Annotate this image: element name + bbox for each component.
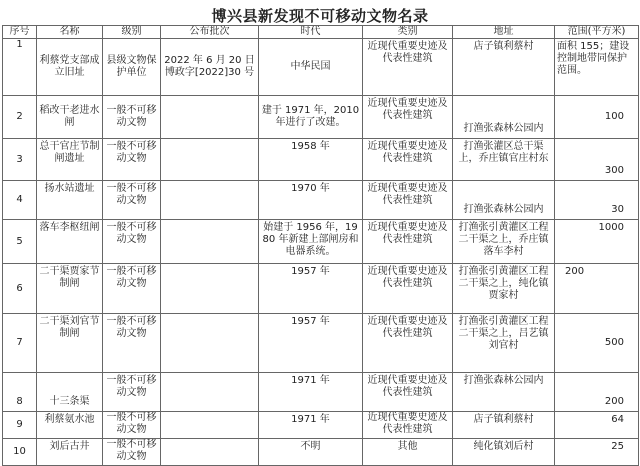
cell-batch [161, 220, 259, 264]
cell-level: 一般不可移动文物 [103, 314, 161, 373]
cell-no: 9 [3, 412, 37, 439]
cell-address: 打渔张森林公园内 [453, 96, 555, 139]
cell-level: 一般不可移动文物 [103, 412, 161, 439]
cell-area: 25 [555, 439, 639, 466]
cell-category: 近现代重要史迹及代表性建筑 [363, 139, 453, 181]
cell-level: 一般不可移动文物 [103, 439, 161, 466]
table-row [3, 412, 639, 439]
cell-batch [161, 373, 259, 412]
cell-address: 纯化镇刘后村 [453, 439, 555, 466]
cell-no: 6 [3, 264, 37, 314]
relics-table [2, 25, 639, 466]
cell-level: 一般不可移动文物 [103, 373, 161, 412]
cell-no: 2 [3, 96, 37, 139]
cell-level: 县级文物保护单位 [103, 39, 161, 96]
cell-batch [161, 139, 259, 181]
cell-area: 面积 155；建设控制地带同保护范围。 [555, 39, 639, 96]
cell-era: 1957 年 [259, 314, 363, 373]
cell-era: 1958 年 [259, 139, 363, 181]
cell-era: 1970 年 [259, 181, 363, 220]
cell-address: 打渔张森林公园内 [453, 373, 555, 412]
table-row [3, 39, 639, 96]
cell-address: 店子镇利蔡村 [453, 412, 555, 439]
cell-address: 打渔张引黄灌区工程二干渠之上，乔庄镇落车李村 [453, 220, 555, 264]
cell-name: 稻改干老进水闸 [37, 96, 103, 139]
cell-area: 300 [555, 139, 639, 181]
table-row [3, 439, 639, 466]
cell-no: 5 [3, 220, 37, 264]
cell-area: 1000 [555, 220, 639, 264]
header-category: 类别 [363, 26, 453, 39]
header-address: 地址 [453, 26, 555, 39]
cell-batch [161, 439, 259, 466]
cell-no: 7 [3, 314, 37, 373]
cell-batch [161, 181, 259, 220]
cell-level: 一般不可移动文物 [103, 139, 161, 181]
header-area: 范围(平方米) [555, 26, 639, 39]
cell-address: 店子镇利蔡村 [453, 39, 555, 96]
cell-category: 近现代重要史迹及代表性建筑 [363, 373, 453, 412]
cell-era: 不明 [259, 439, 363, 466]
page-title: 博兴县新发现不可移动文物名录 [211, 7, 429, 25]
cell-batch: 2022 年 6 月 20 日博政字[2022]30 号 [161, 39, 259, 96]
cell-level: 一般不可移动文物 [103, 181, 161, 220]
cell-area: 100 [555, 96, 639, 139]
cell-era: 中华民国 [259, 39, 363, 96]
cell-batch [161, 314, 259, 373]
cell-name: 利蔡党支部成立旧址 [37, 39, 103, 96]
cell-area: 200 [555, 264, 639, 314]
header-era: 时代 [259, 26, 363, 39]
cell-batch [161, 264, 259, 314]
cell-no: 3 [3, 139, 37, 181]
table-row [3, 314, 639, 373]
cell-era: 1957 年 [259, 264, 363, 314]
cell-no: 8 [3, 373, 37, 412]
cell-name: 二干渠刘官节制闸 [37, 314, 103, 373]
cell-category: 近现代重要史迹及代表性建筑 [363, 412, 453, 439]
table-row [3, 264, 639, 314]
cell-name: 利蔡氨水池 [37, 412, 103, 439]
cell-category: 近现代重要史迹及代表性建筑 [363, 220, 453, 264]
cell-batch [161, 412, 259, 439]
table-row [3, 96, 639, 139]
cell-name: 二干渠贾家节制闸 [37, 264, 103, 314]
cell-address: 打渔张引黄灌区工程二干渠之上，纯化镇贾家村 [453, 264, 555, 314]
cell-name: 十三条渠 [37, 373, 103, 412]
cell-address: 打渔张灌区总干渠上，乔庄镇官庄村东 [453, 139, 555, 181]
cell-no: 4 [3, 181, 37, 220]
cell-level: 一般不可移动文物 [103, 96, 161, 139]
cell-category: 近现代重要史迹及代表性建筑 [363, 314, 453, 373]
cell-era: 建于 1971 年，2010 年进行了改建。 [259, 96, 363, 139]
cell-level: 一般不可移动文物 [103, 264, 161, 314]
header-level: 级别 [103, 26, 161, 39]
cell-era: 1971 年 [259, 373, 363, 412]
cell-name: 扬水站遗址 [37, 181, 103, 220]
cell-level: 一般不可移动文物 [103, 220, 161, 264]
cell-name: 落车李枢纽闸 [37, 220, 103, 264]
cell-category: 近现代重要史迹及代表性建筑 [363, 39, 453, 96]
cell-category: 近现代重要史迹及代表性建筑 [363, 181, 453, 220]
cell-category: 近现代重要史迹及代表性建筑 [363, 96, 453, 139]
table-row [3, 373, 639, 412]
cell-batch [161, 96, 259, 139]
cell-area: 30 [555, 181, 639, 220]
cell-category: 其他 [363, 439, 453, 466]
cell-area: 500 [555, 314, 639, 373]
table-row [3, 181, 639, 220]
table-row [3, 220, 639, 264]
table-header-row [3, 26, 639, 39]
cell-address: 打渔张森林公园内 [453, 181, 555, 220]
header-no: 序号 [3, 26, 37, 39]
cell-category: 近现代重要史迹及代表性建筑 [363, 264, 453, 314]
cell-no: 1 [3, 39, 37, 96]
header-batch: 公布批次 [161, 26, 259, 39]
table-row [3, 139, 639, 181]
header-name: 名称 [37, 26, 103, 39]
cell-era: 1971 年 [259, 412, 363, 439]
cell-address: 打渔张引黄灌区工程二干渠之上，吕艺镇刘官村 [453, 314, 555, 373]
cell-no: 10 [3, 439, 37, 466]
cell-era: 始建于 1956 年，1980 年新建上部闸房和电器系统。 [259, 220, 363, 264]
cell-name: 总干官庄节制闸遗址 [37, 139, 103, 181]
cell-area: 64 [555, 412, 639, 439]
cell-name: 刘后古井 [37, 439, 103, 466]
cell-area: 200 [555, 373, 639, 412]
